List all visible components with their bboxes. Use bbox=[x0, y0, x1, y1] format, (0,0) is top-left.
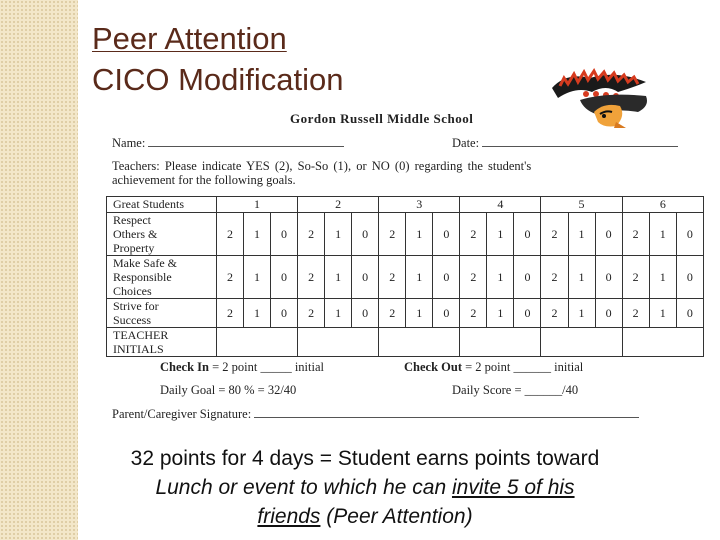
instruction-line-2: achievement for the following goals. bbox=[112, 173, 296, 187]
signature-blank-line bbox=[254, 406, 639, 418]
caption-underlined-friends: friends bbox=[257, 505, 321, 528]
score-option-cell: 0 bbox=[676, 256, 703, 299]
score-option-cell: 1 bbox=[406, 213, 433, 256]
score-option-cell: 1 bbox=[325, 299, 352, 328]
check-out-text: = 2 point ______ initial bbox=[465, 360, 584, 374]
check-in-line bbox=[160, 360, 324, 375]
side-pattern-panel bbox=[0, 0, 78, 540]
date-field-row bbox=[452, 135, 678, 151]
score-option-cell: 2 bbox=[216, 299, 243, 328]
score-option-cell: 0 bbox=[514, 299, 541, 328]
initials-label-line: INITIALS bbox=[113, 342, 164, 356]
score-option-cell: 1 bbox=[243, 256, 270, 299]
score-option-cell: 0 bbox=[433, 213, 460, 256]
signature-label: Parent/Caregiver Signature: bbox=[112, 407, 252, 421]
school-name: Gordon Russell Middle School bbox=[290, 111, 474, 126]
score-option-cell: 2 bbox=[541, 256, 568, 299]
signature-row bbox=[112, 406, 639, 422]
score-option-cell: 2 bbox=[541, 299, 568, 328]
date-blank-line bbox=[482, 135, 678, 147]
goal-label-line: Responsible bbox=[113, 270, 172, 284]
caption-line-2-start: Lunch or event to which he can bbox=[155, 476, 452, 499]
score-option-cell: 2 bbox=[298, 299, 325, 328]
score-option-cell: 2 bbox=[460, 213, 487, 256]
score-option-cell: 2 bbox=[379, 256, 406, 299]
score-option-cell: 2 bbox=[298, 213, 325, 256]
teacher-initials-cell bbox=[216, 328, 297, 357]
name-blank-line bbox=[148, 135, 344, 147]
score-option-cell: 0 bbox=[514, 213, 541, 256]
score-option-cell: 1 bbox=[406, 299, 433, 328]
period-header: 4 bbox=[460, 197, 541, 213]
score-option-cell: 0 bbox=[595, 256, 622, 299]
score-option-cell: 0 bbox=[433, 256, 460, 299]
score-option-cell: 0 bbox=[676, 213, 703, 256]
score-option-cell: 1 bbox=[406, 256, 433, 299]
score-option-cell: 1 bbox=[568, 256, 595, 299]
goal-label-line: Choices bbox=[113, 284, 152, 298]
period-header: 6 bbox=[622, 197, 703, 213]
name-label: Name: bbox=[112, 136, 146, 150]
score-option-cell: 1 bbox=[325, 256, 352, 299]
instruction-line-1: Teachers: Please indicate YES (2), So-So (1), or NO (0) regarding the student's bbox=[112, 159, 532, 173]
daily-score-text: Daily Score = ______/40 bbox=[452, 383, 579, 397]
goal-label-line: Strive for bbox=[113, 299, 159, 313]
score-option-cell: 2 bbox=[622, 213, 649, 256]
score-option-cell: 1 bbox=[325, 213, 352, 256]
check-in-text: = 2 point _____ initial bbox=[212, 360, 325, 374]
teacher-initials-cell bbox=[379, 328, 460, 357]
score-option-cell: 1 bbox=[649, 256, 676, 299]
score-option-cell: 2 bbox=[460, 256, 487, 299]
period-header: 5 bbox=[541, 197, 622, 213]
score-option-cell: 2 bbox=[298, 256, 325, 299]
score-option-cell: 0 bbox=[433, 299, 460, 328]
score-option-cell: 0 bbox=[352, 213, 379, 256]
initials-label bbox=[107, 328, 217, 357]
score-option-cell: 2 bbox=[379, 213, 406, 256]
score-option-cell: 1 bbox=[487, 256, 514, 299]
caption-text bbox=[90, 444, 640, 531]
score-option-cell: 2 bbox=[622, 299, 649, 328]
eagle-logo-icon bbox=[546, 66, 658, 136]
teacher-initials-cell bbox=[541, 328, 622, 357]
name-field-row bbox=[112, 135, 344, 151]
score-option-cell: 2 bbox=[379, 299, 406, 328]
score-option-cell: 1 bbox=[649, 299, 676, 328]
check-out-label: Check Out bbox=[404, 360, 462, 374]
goal-label-line: Respect bbox=[113, 213, 151, 227]
goals-table bbox=[106, 196, 704, 357]
goal-label-line: Make Safe & bbox=[113, 256, 177, 270]
period-header: 3 bbox=[379, 197, 460, 213]
caption-underlined-invite: invite 5 of his bbox=[451, 476, 575, 499]
teacher-initials-cell bbox=[298, 328, 379, 357]
goal-label-line: Property bbox=[113, 241, 155, 255]
score-option-cell: 2 bbox=[622, 256, 649, 299]
score-option-cell: 1 bbox=[487, 213, 514, 256]
score-option-cell: 0 bbox=[514, 256, 541, 299]
score-option-cell: 0 bbox=[352, 256, 379, 299]
caption-line-3 bbox=[90, 502, 640, 531]
daily-goal-text: Daily Goal = 80 % = 32/40 bbox=[160, 383, 297, 397]
check-in-label: Check In bbox=[160, 360, 209, 374]
period-header: 1 bbox=[216, 197, 297, 213]
slide-title: Peer Attention bbox=[92, 21, 287, 56]
cico-form-image bbox=[104, 100, 704, 430]
score-option-cell: 0 bbox=[271, 256, 298, 299]
score-option-cell: 1 bbox=[243, 299, 270, 328]
goal-label bbox=[107, 213, 217, 256]
score-option-cell: 1 bbox=[243, 213, 270, 256]
score-option-cell: 0 bbox=[352, 299, 379, 328]
score-option-cell: 1 bbox=[649, 213, 676, 256]
table-header-row bbox=[107, 197, 704, 213]
goal-row-strive bbox=[107, 299, 704, 328]
score-option-cell: 2 bbox=[460, 299, 487, 328]
score-option-cell: 0 bbox=[271, 299, 298, 328]
score-option-cell: 2 bbox=[216, 256, 243, 299]
score-option-cell: 0 bbox=[595, 213, 622, 256]
period-header: 2 bbox=[298, 197, 379, 213]
score-option-cell: 0 bbox=[676, 299, 703, 328]
teacher-initials-cell bbox=[622, 328, 703, 357]
initials-label-line: TEACHER bbox=[113, 328, 169, 342]
score-option-cell: 0 bbox=[595, 299, 622, 328]
caption-line-2 bbox=[90, 473, 640, 502]
score-option-cell: 1 bbox=[568, 299, 595, 328]
check-out-line bbox=[404, 360, 583, 375]
caption-line-3-end: (Peer Attention) bbox=[320, 505, 473, 528]
caption-line-1: 32 points for 4 days = Student earns points toward bbox=[130, 447, 600, 470]
score-option-cell: 2 bbox=[216, 213, 243, 256]
goal-label-line: Others & bbox=[113, 227, 158, 241]
goal-row-respect bbox=[107, 213, 704, 256]
goal-label bbox=[107, 256, 217, 299]
header-great-students: Great Students bbox=[107, 197, 217, 213]
teacher-initials-cell bbox=[460, 328, 541, 357]
goal-label-line: Success bbox=[113, 313, 151, 327]
score-option-cell: 0 bbox=[271, 213, 298, 256]
score-option-cell: 1 bbox=[487, 299, 514, 328]
score-option-cell: 2 bbox=[541, 213, 568, 256]
goal-row-safe-choices bbox=[107, 256, 704, 299]
slide-subtitle: CICO Modification bbox=[92, 62, 344, 97]
goal-label bbox=[107, 299, 217, 328]
score-option-cell: 1 bbox=[568, 213, 595, 256]
teacher-initials-row bbox=[107, 328, 704, 357]
date-label: Date: bbox=[452, 136, 480, 150]
